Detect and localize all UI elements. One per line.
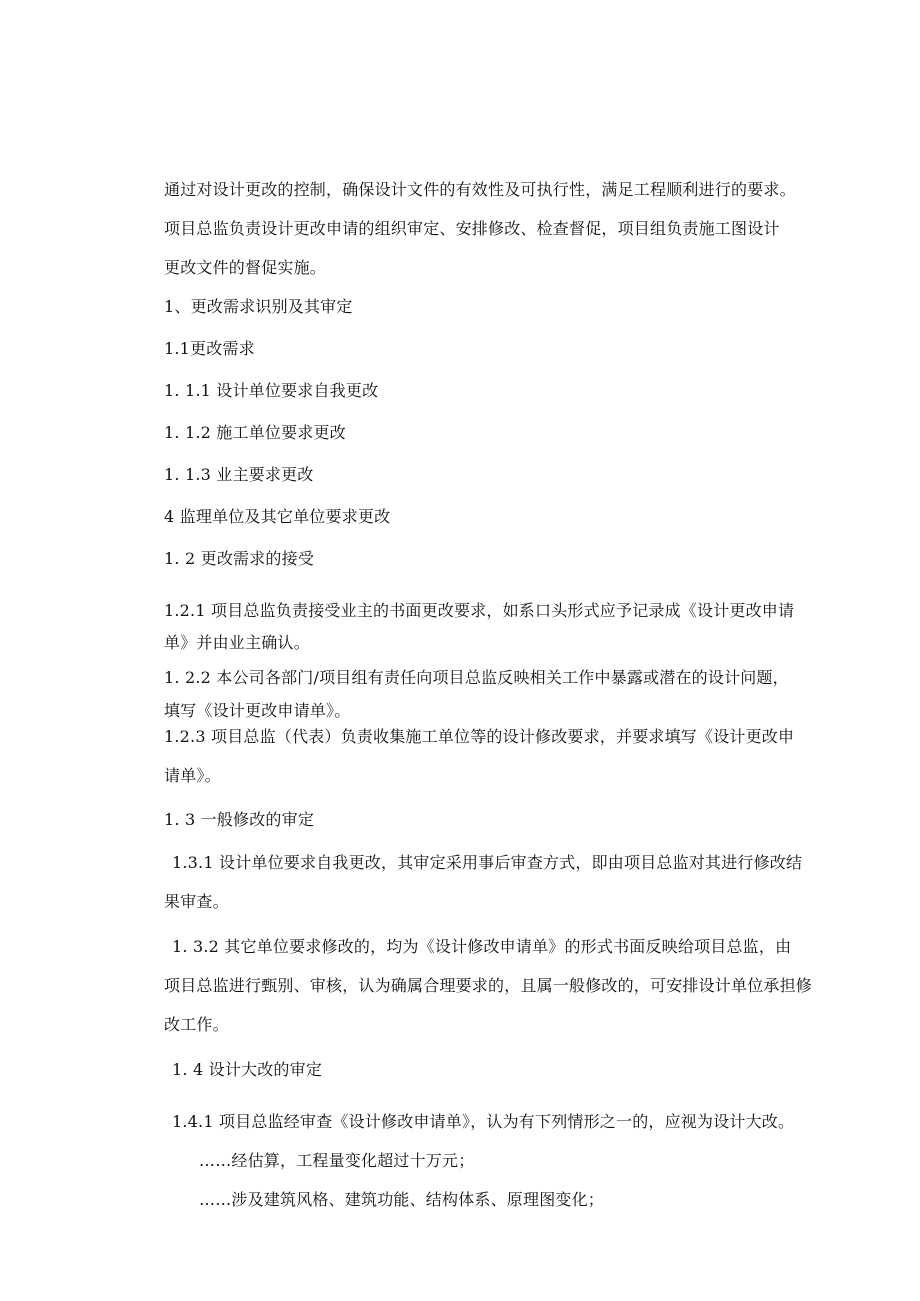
subsection-heading-1-1: 1.1更改需求 [164,339,255,358]
item-1-2-2: 1. 2.2 本公司各部门/项目组有责任向项目总监反映相关工作中暴露或潜在的设计问题， [164,668,789,687]
item-1-3-1: 1.3.1 设计单位要求自我更改，其审定采用事后审查方式，即由项目总监对其进行修改结 [172,853,803,872]
item-1-1-3: 1. 1.3 业主要求更改 [164,465,314,484]
item-1-2-1-cont: 单》并由业主确认。 [164,633,310,652]
paragraph-purpose: 通过对设计更改的控制，确保设计文件的有效性及可执行性，满足工程顺利进行的要求。 [164,180,796,199]
item-1-1-2: 1. 1.2 施工单位要求更改 [164,423,346,442]
item-1-2-2-cont: 填写《设计更改申请单》。 [164,701,351,720]
item-1-1-1: 1. 1.1 设计单位要求自我更改 [164,381,379,400]
item-1-3-2-cont-1: 项目总监进行甄别、审核，认为确属合理要求的，且属一般修改的，可安排设计单位承担修 [164,976,813,995]
paragraph-responsibility: 项目总监负责设计更改申请的组织审定、安排修改、检查督促，项目组负责施工图设计 [164,219,780,238]
item-1-4-1: 1.4.1 项目总监经审查《设计修改申请单》，认为有下列情形之一的，应视为设计大改。 [172,1112,795,1131]
item-1-2-3: 1.2.3 项目总监（代表）负责收集施工单位等的设计修改要求，并要求填写《设计更改申 [164,727,795,746]
subsection-heading-1-2: 1. 2 更改需求的接受 [164,549,315,568]
bullet-cost-change: ……经估算，工程量变化超过十万元； [199,1151,475,1170]
bullet-design-change: ……涉及建筑风格、建筑功能、结构体系、原理图变化； [199,1190,605,1209]
section-heading-1: 1、更改需求识别及其审定 [164,297,353,316]
subsection-heading-1-3: 1. 3 一般修改的审定 [164,810,315,829]
item-1-3-2-cont-2: 改工作。 [164,1015,229,1034]
item-1-2-3-cont: 请单》。 [164,766,221,785]
item-1-1-4: 4 监理单位及其它单位要求更改 [164,507,391,526]
subsection-heading-1-4: 1. 4 设计大改的审定 [172,1060,323,1079]
item-1-2-1: 1.2.1 项目总监负责接受业主的书面更改要求，如系口头形式应予记录成《设计更改申请 [164,601,795,620]
paragraph-responsibility-cont: 更改文件的督促实施。 [164,258,327,277]
item-1-3-1-cont: 果审查。 [164,892,229,911]
item-1-3-2: 1. 3.2 其它单位要求修改的，均为《设计修改申请单》的形式书面反映给项目总监，由 [172,937,792,956]
